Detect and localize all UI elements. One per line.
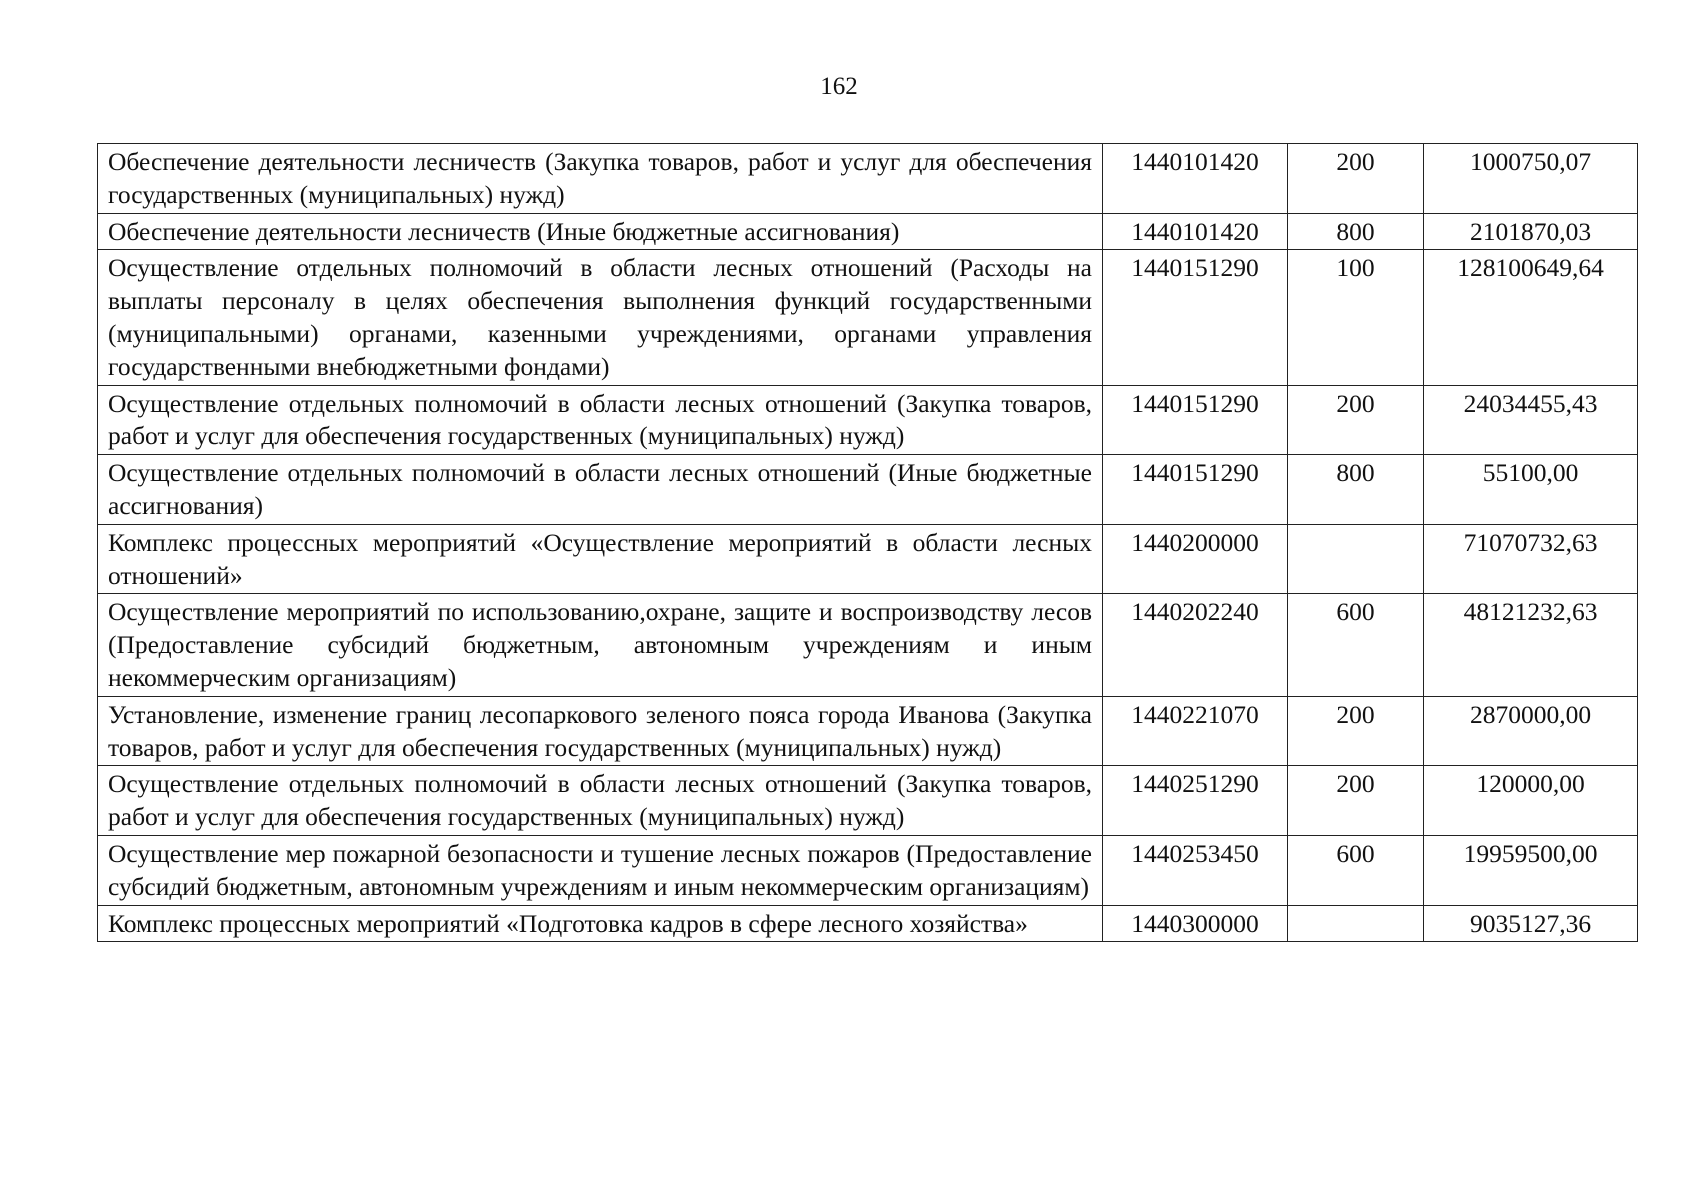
row-code-cell: 1440251290: [1103, 766, 1288, 836]
row-code-cell: 1440253450: [1103, 835, 1288, 905]
row-name-cell: Комплекс процессных мероприятий «Осуществление мероприятий в области лесных отношений»: [98, 524, 1103, 594]
row-expense-type-cell: 200: [1288, 696, 1424, 766]
row-amount-cell: 9035127,36: [1424, 905, 1638, 942]
row-name-cell: Обеспечение деятельности лесничеств (Иные бюджетные ассигнования): [98, 213, 1103, 250]
row-expense-type-cell: 800: [1288, 455, 1424, 525]
budget-table: [97, 143, 1638, 942]
row-expense-type-cell: 200: [1288, 144, 1424, 214]
table-row: [98, 144, 1638, 214]
table-row: [98, 594, 1638, 696]
row-code-cell: 1440151290: [1103, 385, 1288, 455]
row-expense-type-cell: 200: [1288, 385, 1424, 455]
budget-table-body: [98, 144, 1638, 942]
row-code-cell: 1440151290: [1103, 250, 1288, 385]
row-amount-cell: 1000750,07: [1424, 144, 1638, 214]
row-name-cell: Комплекс процессных мероприятий «Подготовка кадров в сфере лесного хозяйства»: [98, 905, 1103, 942]
row-amount-cell: 71070732,63: [1424, 524, 1638, 594]
table-row: [98, 905, 1638, 942]
row-code-cell: 1440300000: [1103, 905, 1288, 942]
table-row: [98, 696, 1638, 766]
row-amount-cell: 128100649,64: [1424, 250, 1638, 385]
row-code-cell: 1440221070: [1103, 696, 1288, 766]
row-name-cell: Осуществление отдельных полномочий в области лесных отношений (Закупка товаров, работ и услуг для обеспечения государственных (муниципальных) нужд): [98, 385, 1103, 455]
table-row: [98, 455, 1638, 525]
row-name-cell: Осуществление отдельных полномочий в области лесных отношений (Иные бюджетные ассигнования): [98, 455, 1103, 525]
row-name-cell: Осуществление мероприятий по использованию,охране, защите и воспроизводству лесов (Предоставление субсидий бюджетным, автономным учреждениям и иным некоммерческим организациям): [98, 594, 1103, 696]
table-row: [98, 524, 1638, 594]
row-code-cell: 1440101420: [1103, 144, 1288, 214]
row-amount-cell: 2101870,03: [1424, 213, 1638, 250]
row-name-cell: Осуществление мер пожарной безопасности и тушение лесных пожаров (Предоставление субсидий бюджетным, автономным учреждениям и иным некоммерческим организациям): [98, 835, 1103, 905]
table-row: [98, 213, 1638, 250]
row-code-cell: 1440202240: [1103, 594, 1288, 696]
row-amount-cell: 19959500,00: [1424, 835, 1638, 905]
row-expense-type-cell: [1288, 905, 1424, 942]
row-name-cell: Обеспечение деятельности лесничеств (Закупка товаров, работ и услуг для обеспечения государственных (муниципальных) нужд): [98, 144, 1103, 214]
row-code-cell: 1440151290: [1103, 455, 1288, 525]
row-expense-type-cell: 600: [1288, 594, 1424, 696]
page-number: 162: [820, 73, 858, 100]
table-row: [98, 835, 1638, 905]
row-amount-cell: 24034455,43: [1424, 385, 1638, 455]
row-name-cell: Осуществление отдельных полномочий в области лесных отношений (Расходы на выплаты персоналу в целях обеспечения выполнения функций государственными (муниципальными) органами, казенными учреждениями, органами управления государственными внебюджетными фондами): [98, 250, 1103, 385]
table-row: [98, 250, 1638, 385]
row-expense-type-cell: 600: [1288, 835, 1424, 905]
row-name-cell: Установление, изменение границ лесопаркового зеленого пояса города Иванова (Закупка товаров, работ и услуг для обеспечения государственных (муниципальных) нужд): [98, 696, 1103, 766]
row-expense-type-cell: [1288, 524, 1424, 594]
row-amount-cell: 120000,00: [1424, 766, 1638, 836]
row-expense-type-cell: 800: [1288, 213, 1424, 250]
row-code-cell: 1440101420: [1103, 213, 1288, 250]
row-code-cell: 1440200000: [1103, 524, 1288, 594]
row-amount-cell: 48121232,63: [1424, 594, 1638, 696]
row-amount-cell: 2870000,00: [1424, 696, 1638, 766]
row-expense-type-cell: 100: [1288, 250, 1424, 385]
table-row: [98, 766, 1638, 836]
row-expense-type-cell: 200: [1288, 766, 1424, 836]
table-row: [98, 385, 1638, 455]
row-amount-cell: 55100,00: [1424, 455, 1638, 525]
row-name-cell: Осуществление отдельных полномочий в области лесных отношений (Закупка товаров, работ и услуг для обеспечения государственных (муниципальных) нужд): [98, 766, 1103, 836]
